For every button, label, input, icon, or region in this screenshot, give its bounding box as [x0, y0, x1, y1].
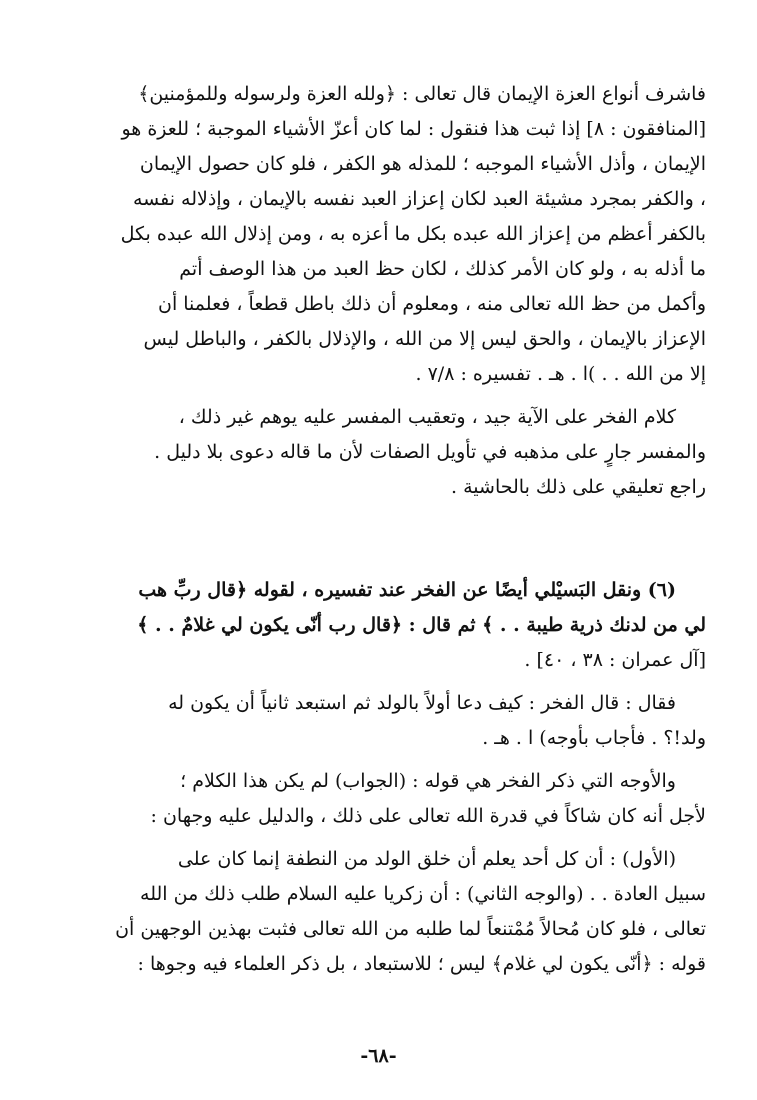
comment-line: والمفسر جارٍ على مذهبه في تأويل الصفات لأن ما قاله دعوى بلا دليل .	[154, 441, 706, 463]
intro-line: (٦) ونقل البَسيْلي أيضًا عن الفخر عند تفسيره ، لقوله ﴿قال ربِّ هب	[138, 579, 676, 601]
text-line: وأكمل من حظ الله تعالى منه ، ومعلوم أن ذلك باطل قطعاً ، فعلمنا أن	[158, 293, 706, 315]
intro-line: لي من لدنك ذرية طيبة . . ﴾ ثم قال : ﴿قال رب أنّى يكون لي غلامٌ . . ﴾	[137, 614, 706, 636]
text-line: ، والكفر بمجرد مشيئة العبد لكان إعزاز العبد نفسه بالإيمان ، وإذلاله نفسه	[132, 188, 706, 210]
answer-line: والأوجه التي ذكر الفخر هي قوله : (الجواب) لم يكن هذا الكلام ؛	[180, 770, 676, 792]
point-line: تعالى ، فلو كان مُحالاً مُمْتنعاً لما طلبه من الله تعالى فثبت بهذين الوجهين أن	[115, 918, 706, 940]
text-line: إلا من الله . . )ا . هـ . تفسيره : ٧/٨ .	[415, 363, 706, 385]
comment-line: كلام الفخر على الآية جيد ، وتعقيب المفسر عليه يوهم غير ذلك ،	[178, 406, 676, 428]
passage-two	[78, 573, 706, 982]
paragraph-gap	[78, 678, 706, 686]
comment-line: راجع تعليقي على ذلك بالحاشية .	[451, 476, 706, 498]
passage-one	[78, 77, 706, 505]
intro-line: [آل عمران : ٣٨ ، ٤٠] .	[524, 649, 706, 671]
point-line: سبيل العادة . . (والوجه الثاني) : أن زكريا عليه السلام طلب ذلك من الله	[140, 883, 706, 905]
text-line: ما أذله به ، ولو كان الأمر كذلك ، لكان حظ العبد من هذا الوصف أتم	[179, 258, 706, 280]
page-number: -٦٨-	[360, 1045, 397, 1067]
text-line: [المنافقون : ٨] إذا ثبت هذا فنقول : لما كان أعزّ الأشياء الموجبة ؛ للعزة هو	[121, 118, 706, 140]
answer-line: لأجل أنه كان شاكاً في قدرة الله تعالى على ذلك ، والدليل عليه وجهان :	[150, 805, 706, 827]
text-line: الإعزاز بالإيمان ، والحق ليس إلا من الله ، والإذلال بالكفر ، والباطل ليس	[143, 328, 706, 350]
paragraph-gap	[78, 756, 706, 764]
question-line: فقال : قال الفخر : كيف دعا أولاً بالولد ثم استبعد ثانياً أن يكون له	[168, 692, 676, 714]
point-line: (الأول) : أن كل أحد يعلم أن خلق الولد من النطفة إنما كان على	[177, 848, 676, 870]
question-line: ولد!؟ . فأجاب بأوجه) ا . هـ .	[482, 727, 706, 749]
text-line: بالكفر أعظم من إعزاز الله عبده بكل ما أعزه به ، ومن إذلال الله عبده بكل	[120, 223, 706, 245]
point-line: قوله : ﴿أنّى يكون لي غلام﴾ ليس ؛ للاستبعاد ، بل ذكر العلماء فيه وجوها :	[137, 953, 706, 975]
text-line: فاشرف أنواع العزة الإيمان قال تعالى : ﴿ولله العزة ولرسوله وللمؤمنين﴾	[138, 83, 706, 105]
text-line: الإيمان ، وأذل الأشياء الموجبه ؛ للمذله هو الكفر ، فلو كان حصول الإيمان	[139, 153, 706, 175]
paragraph-gap	[78, 392, 706, 400]
paragraph-gap	[78, 834, 706, 842]
